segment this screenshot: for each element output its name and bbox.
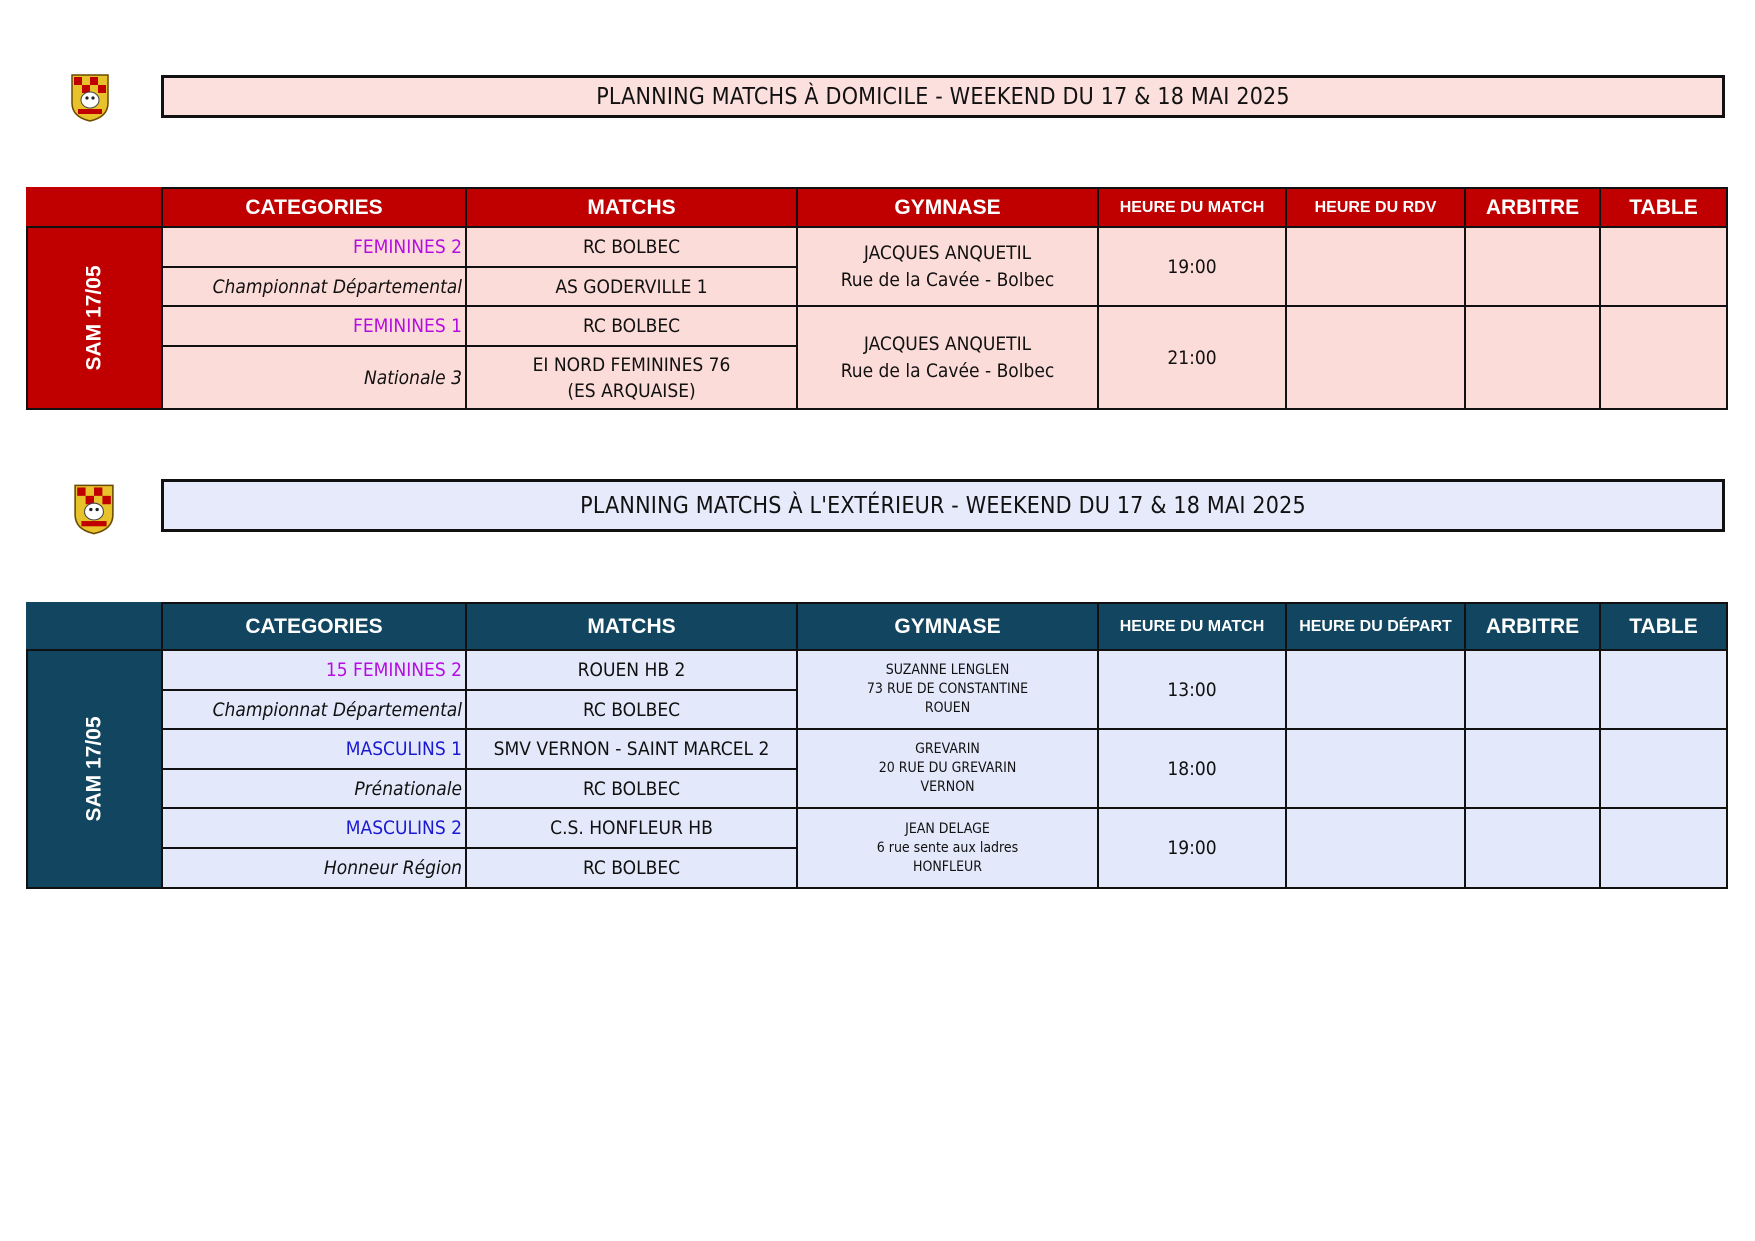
- table-row: [27, 808, 1727, 848]
- home-planning-title: PLANNING MATCHS À DOMICILE - WEEKEND DU 17 & 18 MAI 2025: [161, 75, 1725, 118]
- referee-cell: [1465, 650, 1600, 729]
- header-table: TABLE: [1600, 188, 1727, 227]
- table-row: [27, 227, 1727, 267]
- table-official-cell: [1600, 306, 1727, 409]
- table-header-row: [27, 603, 1727, 650]
- header-arbitre: ARBITRE: [1465, 603, 1600, 650]
- header-table: TABLE: [1600, 603, 1727, 650]
- day-label: SAM 17/05: [27, 227, 162, 409]
- team-home: C.S. HONFLEUR HB: [466, 808, 797, 848]
- referee-cell: [1465, 729, 1600, 808]
- team-home: ROUEN HB 2: [466, 650, 797, 690]
- gym-cell: JACQUES ANQUETIL Rue de la Cavée - Bolbec: [797, 306, 1098, 409]
- header-gymnase: GYMNASE: [797, 188, 1098, 227]
- header-heure-match: HEURE DU MATCH: [1098, 188, 1286, 227]
- table-row: [27, 729, 1727, 769]
- away-planning-title: PLANNING MATCHS À L'EXTÉRIEUR - WEEKEND DU 17 & 18 MAI 2025: [161, 479, 1725, 532]
- gym-cell: GREVARIN 20 RUE DU GREVARIN VERNON: [797, 729, 1098, 808]
- team-away: AS GODERVILLE 1: [466, 267, 797, 306]
- header-arbitre: ARBITRE: [1465, 188, 1600, 227]
- gym-cell: SUZANNE LENGLEN 73 RUE DE CONSTANTINE ROUEN: [797, 650, 1098, 729]
- departure-time-cell: [1286, 729, 1465, 808]
- referee-cell: [1465, 306, 1600, 409]
- category-cell: FEMININES 2: [162, 227, 466, 267]
- match-time: 18:00: [1098, 729, 1286, 808]
- match-time: 19:00: [1098, 227, 1286, 306]
- match-time: 13:00: [1098, 650, 1286, 729]
- match-time: 19:00: [1098, 808, 1286, 888]
- team-away: EI NORD FEMININES 76 (ES ARQUAISE): [466, 346, 797, 409]
- table-row: [27, 306, 1727, 346]
- header-matchs: MATCHS: [466, 603, 797, 650]
- gym-cell: JACQUES ANQUETIL Rue de la Cavée - Bolbec: [797, 227, 1098, 306]
- header-heure-match: HEURE DU MATCH: [1098, 603, 1286, 650]
- header-categories: CATEGORIES: [162, 188, 466, 227]
- competition-cell: Nationale 3: [162, 346, 466, 409]
- gym-cell: JEAN DELAGE 6 rue sente aux ladres HONFLEUR: [797, 808, 1098, 888]
- header-heure-rdv: HEURE DU RDV: [1286, 188, 1465, 227]
- team-away: RC BOLBEC: [466, 848, 797, 888]
- departure-time-cell: [1286, 650, 1465, 729]
- away-schedule-table: [26, 602, 1728, 889]
- header-corner: [27, 188, 162, 227]
- category-cell: MASCULINS 1: [162, 729, 466, 769]
- table-official-cell: [1600, 729, 1727, 808]
- team-home: RC BOLBEC: [466, 227, 797, 267]
- rdv-time-cell: [1286, 306, 1465, 409]
- competition-cell: Championnat Départemental: [162, 690, 466, 729]
- match-time: 21:00: [1098, 306, 1286, 409]
- header-matchs: MATCHS: [466, 188, 797, 227]
- header-heure-depart: HEURE DU DÉPART: [1286, 603, 1465, 650]
- rdv-time-cell: [1286, 227, 1465, 306]
- departure-time-cell: [1286, 808, 1465, 888]
- team-away: RC BOLBEC: [466, 690, 797, 729]
- header-categories: CATEGORIES: [162, 603, 466, 650]
- table-official-cell: [1600, 808, 1727, 888]
- competition-cell: Prénationale: [162, 769, 466, 808]
- competition-cell: Championnat Départemental: [162, 267, 466, 306]
- category-cell: FEMININES 1: [162, 306, 466, 346]
- referee-cell: [1465, 227, 1600, 306]
- competition-cell: Honneur Région: [162, 848, 466, 888]
- table-official-cell: [1600, 650, 1727, 729]
- table-row: [27, 650, 1727, 690]
- category-cell: 15 FEMININES 2: [162, 650, 466, 690]
- team-away: RC BOLBEC: [466, 769, 797, 808]
- referee-cell: [1465, 808, 1600, 888]
- table-header-row: [27, 188, 1727, 227]
- team-home: RC BOLBEC: [466, 306, 797, 346]
- team-home: SMV VERNON - SAINT MARCEL 2: [466, 729, 797, 769]
- day-label: SAM 17/05: [27, 650, 162, 888]
- home-schedule-table: [26, 187, 1728, 410]
- club-crest-icon: [73, 482, 115, 537]
- header-corner: [27, 603, 162, 650]
- header-gymnase: GYMNASE: [797, 603, 1098, 650]
- table-official-cell: [1600, 227, 1727, 306]
- category-cell: MASCULINS 2: [162, 808, 466, 848]
- club-crest-icon: [70, 73, 110, 123]
